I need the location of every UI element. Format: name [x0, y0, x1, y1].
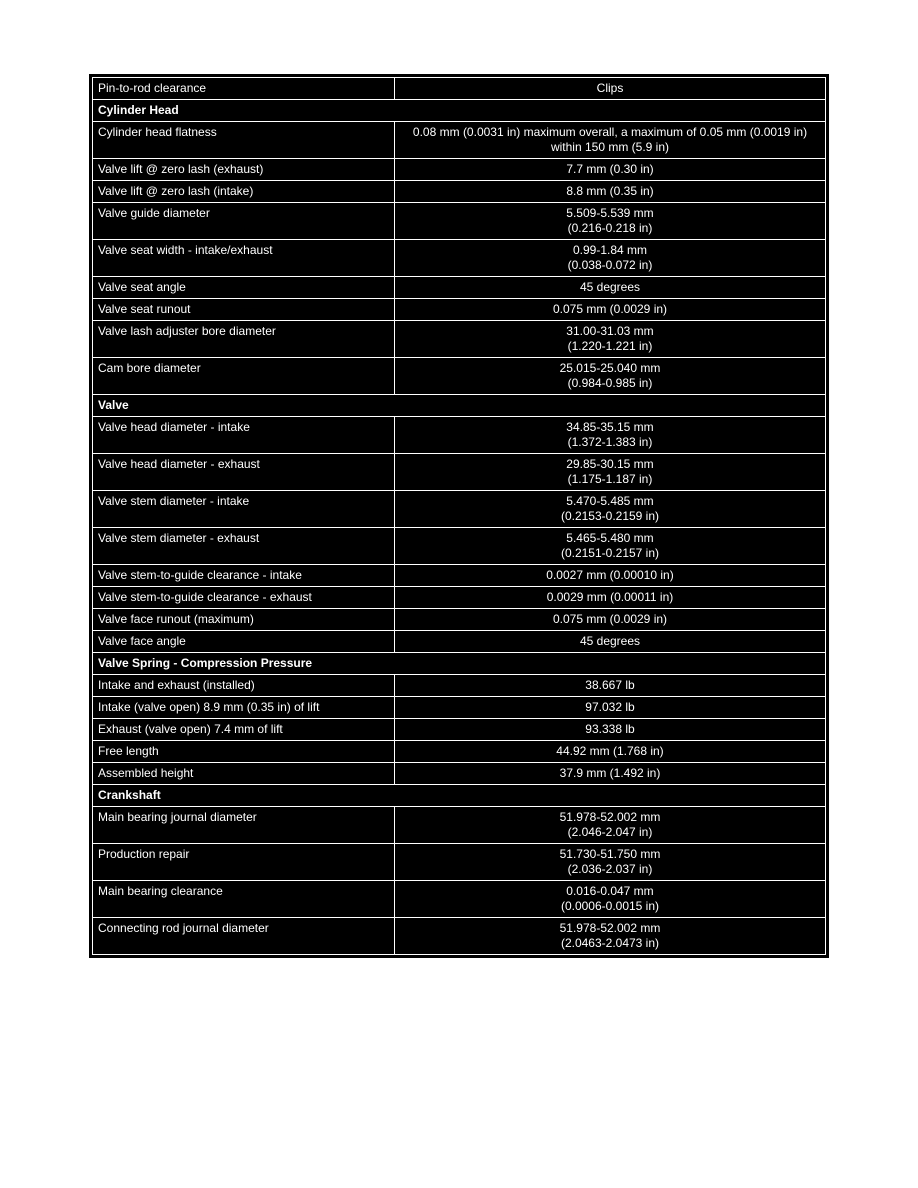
spec-value-line: 5.465-5.480 mm — [566, 531, 654, 545]
spec-value — [395, 741, 826, 763]
spec-value-line: within 150 mm (5.9 in) — [550, 140, 670, 154]
section-header-row — [93, 100, 826, 122]
spec-value-line: 25.015-25.040 mm — [559, 361, 661, 375]
spec-label: Intake (valve open) 8.9 mm (0.35 in) of lift — [93, 697, 395, 719]
spec-label: Cam bore diameter — [93, 358, 395, 395]
spec-value — [395, 454, 826, 491]
spec-value-line: 0.075 mm (0.0029 in) — [552, 612, 668, 626]
spec-label: Assembled height — [93, 763, 395, 785]
spec-value-line: Clips — [596, 81, 624, 95]
table-row — [93, 491, 826, 528]
spec-label: Valve seat angle — [93, 277, 395, 299]
spec-label: Valve head diameter - intake — [93, 417, 395, 454]
section-header-row — [93, 785, 826, 807]
spec-value-line: 51.730-51.750 mm — [559, 847, 661, 861]
spec-value — [395, 78, 826, 100]
spec-value — [395, 609, 826, 631]
spec-value — [395, 299, 826, 321]
spec-value-line: 0.08 mm (0.0031 in) maximum overall, a maximum of 0.05 mm (0.0019 in) — [412, 125, 808, 139]
spec-value-line: (2.036-2.037 in) — [567, 862, 653, 876]
section-title: Cylinder Head — [93, 100, 826, 122]
spec-value — [395, 491, 826, 528]
spec-label: Main bearing clearance — [93, 881, 395, 918]
table-row — [93, 299, 826, 321]
spec-value-line: (0.2153-0.2159 in) — [560, 509, 660, 523]
spec-value-line: (0.0006-0.0015 in) — [560, 899, 660, 913]
section-header-row — [93, 653, 826, 675]
spec-label: Valve stem diameter - intake — [93, 491, 395, 528]
spec-value — [395, 240, 826, 277]
spec-value — [395, 277, 826, 299]
spec-value-line: (2.0463-2.0473 in) — [560, 936, 660, 950]
spec-value-line: 51.978-52.002 mm — [559, 810, 661, 824]
spec-label: Valve seat runout — [93, 299, 395, 321]
spec-value-line: 0.0029 mm (0.00011 in) — [546, 590, 674, 604]
spec-value-line: 5.509-5.539 mm — [566, 206, 654, 220]
spec-table-body — [93, 78, 826, 955]
spec-label: Main bearing journal diameter — [93, 807, 395, 844]
spec-label: Valve face angle — [93, 631, 395, 653]
spec-label: Pin-to-rod clearance — [93, 78, 395, 100]
spec-label: Valve seat width - intake/exhaust — [93, 240, 395, 277]
spec-value-line: (0.216-0.218 in) — [567, 221, 653, 235]
spec-value-line: (1.372-1.383 in) — [567, 435, 653, 449]
table-row — [93, 159, 826, 181]
table-row — [93, 565, 826, 587]
table-row — [93, 844, 826, 881]
spec-label: Intake and exhaust (installed) — [93, 675, 395, 697]
spec-value-line: (0.2151-0.2157 in) — [560, 546, 660, 560]
table-row — [93, 587, 826, 609]
table-row — [93, 321, 826, 358]
spec-value — [395, 203, 826, 240]
table-row — [93, 277, 826, 299]
spec-value-line: 44.92 mm (1.768 in) — [556, 744, 664, 758]
spec-value — [395, 528, 826, 565]
table-row — [93, 358, 826, 395]
table-row — [93, 528, 826, 565]
spec-value-line: 7.7 mm (0.30 in) — [566, 162, 654, 176]
table-row — [93, 181, 826, 203]
table-row — [93, 719, 826, 741]
table-row — [93, 609, 826, 631]
spec-value-line: 45 degrees — [579, 634, 641, 648]
table-row — [93, 697, 826, 719]
section-title: Crankshaft — [93, 785, 826, 807]
table-row — [93, 918, 826, 955]
spec-label: Valve lift @ zero lash (exhaust) — [93, 159, 395, 181]
section-title: Valve — [93, 395, 826, 417]
spec-value-line: 0.0027 mm (0.00010 in) — [546, 568, 674, 582]
table-row — [93, 807, 826, 844]
spec-value — [395, 358, 826, 395]
spec-value — [395, 807, 826, 844]
table-row — [93, 881, 826, 918]
spec-value — [395, 565, 826, 587]
spec-value-line: 51.978-52.002 mm — [559, 921, 661, 935]
spec-value-line: 37.9 mm (1.492 in) — [559, 766, 661, 780]
table-row — [93, 417, 826, 454]
spec-value — [395, 918, 826, 955]
spec-value-line: (0.038-0.072 in) — [567, 258, 653, 272]
table-row — [93, 741, 826, 763]
spec-value-line: 0.075 mm (0.0029 in) — [552, 302, 668, 316]
spec-value-line: 45 degrees — [579, 280, 641, 294]
spec-value-line: 29.85-30.15 mm — [566, 457, 654, 471]
spec-label: Production repair — [93, 844, 395, 881]
spec-value-line: 38.667 lb — [585, 678, 635, 692]
spec-value — [395, 321, 826, 358]
spec-label: Valve face runout (maximum) — [93, 609, 395, 631]
table-row — [93, 763, 826, 785]
table-row — [93, 631, 826, 653]
spec-value-line: 0.016-0.047 mm — [566, 884, 654, 898]
spec-value-line: (1.220-1.221 in) — [567, 339, 653, 353]
table-row — [93, 675, 826, 697]
table-row — [93, 203, 826, 240]
spec-value — [395, 675, 826, 697]
table-row — [93, 78, 826, 100]
spec-label: Valve lash adjuster bore diameter — [93, 321, 395, 358]
spec-value-line: 8.8 mm (0.35 in) — [566, 184, 654, 198]
spec-value — [395, 417, 826, 454]
table-row — [93, 454, 826, 491]
spec-label: Valve head diameter - exhaust — [93, 454, 395, 491]
spec-table — [89, 74, 829, 958]
section-header-row — [93, 395, 826, 417]
spec-label: Valve stem diameter - exhaust — [93, 528, 395, 565]
spec-value — [395, 587, 826, 609]
spec-value-line: 93.338 lb — [585, 722, 635, 736]
spec-value — [395, 881, 826, 918]
spec-label: Valve guide diameter — [93, 203, 395, 240]
spec-value — [395, 697, 826, 719]
table-row — [93, 240, 826, 277]
spec-value — [395, 844, 826, 881]
spec-label: Exhaust (valve open) 7.4 mm of lift — [93, 719, 395, 741]
spec-value-line: (2.046-2.047 in) — [567, 825, 653, 839]
spec-label: Connecting rod journal diameter — [93, 918, 395, 955]
spec-value-line: 34.85-35.15 mm — [566, 420, 654, 434]
spec-value — [395, 719, 826, 741]
spec-value — [395, 122, 826, 159]
table-row — [93, 122, 826, 159]
spec-label: Valve lift @ zero lash (intake) — [93, 181, 395, 203]
spec-value — [395, 181, 826, 203]
spec-value-line: 5.470-5.485 mm — [566, 494, 654, 508]
section-title: Valve Spring - Compression Pressure — [93, 653, 826, 675]
spec-label: Valve stem-to-guide clearance - exhaust — [93, 587, 395, 609]
spec-value-line: 0.99-1.84 mm — [572, 243, 648, 257]
spec-value — [395, 763, 826, 785]
spec-value — [395, 631, 826, 653]
spec-table-grid — [92, 77, 826, 955]
spec-label: Valve stem-to-guide clearance - intake — [93, 565, 395, 587]
spec-label: Cylinder head flatness — [93, 122, 395, 159]
spec-value-line: 31.00-31.03 mm — [566, 324, 654, 338]
spec-value-line: (1.175-1.187 in) — [567, 472, 653, 486]
spec-value-line: (0.984-0.985 in) — [567, 376, 653, 390]
spec-label: Free length — [93, 741, 395, 763]
spec-value-line: 97.032 lb — [585, 700, 635, 714]
spec-value — [395, 159, 826, 181]
